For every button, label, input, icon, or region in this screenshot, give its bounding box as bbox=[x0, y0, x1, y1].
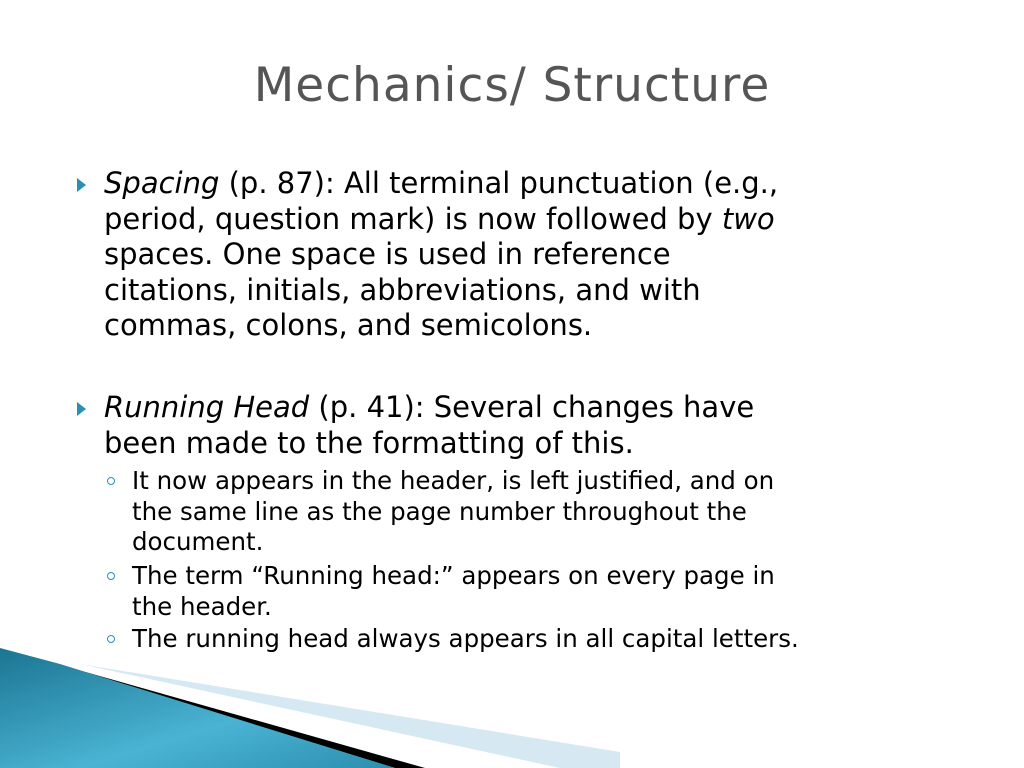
sub-bullet-text: the header. bbox=[132, 591, 272, 621]
bullet-spacing bbox=[104, 166, 778, 344]
sub-bullet bbox=[132, 561, 775, 622]
bullet-text: period, question mark) is now followed by bbox=[104, 201, 722, 236]
bullet-text: spaces. One space is used in reference bbox=[104, 237, 671, 271]
sub-bullet-text: It now appears in the header, is left justified, and on bbox=[132, 466, 775, 495]
bullet-text: (p. 41): Several changes have bbox=[309, 390, 755, 424]
circle-bullet-icon bbox=[107, 477, 115, 485]
sub-bullet-text: the same line as the page number throughout the bbox=[132, 496, 747, 526]
sub-bullet bbox=[132, 624, 799, 655]
bullet-emphasis: two bbox=[721, 201, 775, 236]
sub-bullet-text: The running head always appears in all capital letters. bbox=[132, 624, 799, 653]
bullet-text: commas, colons, and semicolons. bbox=[104, 308, 593, 342]
sub-bullet-text: document. bbox=[132, 527, 264, 556]
bullet-term: Running Head bbox=[104, 390, 310, 424]
arrow-bullet-icon bbox=[77, 402, 86, 416]
arrow-bullet-icon bbox=[77, 178, 86, 192]
bullet-text: (p. 87): All terminal punctuation (e.g., bbox=[219, 166, 779, 200]
circle-bullet-icon bbox=[107, 572, 115, 580]
circle-bullet-icon bbox=[107, 635, 115, 643]
bullet-term: Spacing bbox=[104, 166, 220, 200]
bullet-text: been made to the formatting of this. bbox=[104, 425, 634, 460]
sub-bullet-text: The term “Running head:” appears on every page in bbox=[132, 561, 775, 590]
bullet-running-head bbox=[104, 390, 754, 461]
slide-title: Mechanics/ Structure bbox=[253, 58, 771, 113]
sub-bullet bbox=[132, 466, 774, 558]
bullet-text: citations, initials, abbreviations, and with bbox=[104, 272, 701, 307]
